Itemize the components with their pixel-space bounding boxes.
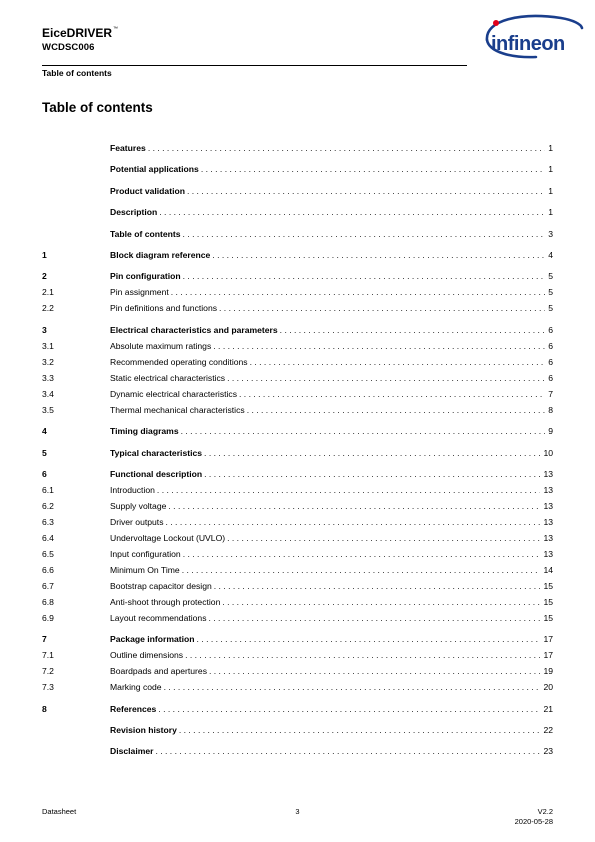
- toc-entry-title[interactable]: Supply voltage: [110, 500, 167, 511]
- toc-dot-leader: [166, 514, 541, 530]
- toc-entry-line: [110, 679, 553, 695]
- toc-entry-page[interactable]: 14: [543, 564, 553, 575]
- toc-entry-page[interactable]: 22: [543, 725, 553, 736]
- toc-entry-line: [110, 546, 553, 562]
- toc-entry[interactable]: [42, 647, 553, 663]
- toc-entry-number: 6.7: [42, 580, 54, 591]
- toc-entry[interactable]: [42, 300, 553, 316]
- toc-entry-line: [110, 514, 553, 530]
- toc-entry-page[interactable]: 5: [548, 287, 553, 298]
- toc-entry[interactable]: [42, 466, 553, 482]
- toc-entry-number: 7.2: [42, 666, 54, 677]
- toc-dot-leader: [185, 647, 540, 663]
- part-number: WCDSC006: [42, 42, 95, 53]
- toc-entry-page[interactable]: 13: [543, 500, 553, 511]
- toc-entry-title[interactable]: Static electrical characteristics: [110, 372, 226, 383]
- toc-entry-line: [110, 594, 553, 610]
- toc-dot-leader: [201, 161, 545, 177]
- toc-entry-title[interactable]: Dynamic electrical characteristics: [110, 388, 238, 399]
- toc-entry-page[interactable]: 17: [543, 650, 553, 661]
- toc-entry-line: [110, 701, 553, 717]
- toc-entry-number: 2.1: [42, 287, 54, 298]
- toc-entry-title[interactable]: Bootstrap capacitor design: [110, 580, 212, 591]
- toc-dot-leader: [213, 338, 545, 354]
- toc-entry-title[interactable]: Typical characteristics: [110, 447, 203, 458]
- toc-entry-line: [110, 204, 553, 220]
- toc-entry-page[interactable]: 1: [548, 207, 553, 218]
- toc-entry-line: [110, 578, 553, 594]
- toc-entry-page[interactable]: 5: [548, 303, 553, 314]
- toc-dot-leader: [158, 701, 540, 717]
- toc-entry[interactable]: [42, 498, 553, 514]
- toc-entry-number: 2: [42, 271, 47, 282]
- toc-entry-number: 3.3: [42, 372, 54, 383]
- toc-entry[interactable]: [42, 322, 553, 338]
- toc-entry[interactable]: [42, 402, 553, 418]
- toc-entry-title[interactable]: Potential applications: [110, 164, 199, 175]
- toc-entry-number: 8: [42, 703, 47, 714]
- toc-entry-line: [110, 743, 553, 759]
- toc-entry-page[interactable]: 17: [543, 634, 553, 645]
- toc-entry-page[interactable]: 9: [548, 426, 553, 437]
- toc-entry[interactable]: [42, 701, 553, 717]
- toc-entry-number: 6.1: [42, 484, 54, 495]
- toc-entry-title[interactable]: Electrical characteristics and parameters: [110, 324, 278, 335]
- toc-entry-title[interactable]: Absolute maximum ratings: [110, 340, 212, 351]
- toc-dot-leader: [227, 530, 540, 546]
- toc-dot-leader: [179, 722, 541, 738]
- toc-entry[interactable]: [42, 663, 553, 679]
- toc-dot-leader: [182, 562, 541, 578]
- toc-entry[interactable]: [42, 562, 553, 578]
- toc-entry-line: [110, 562, 553, 578]
- toc-dot-leader: [148, 140, 545, 156]
- toc-entry-number: 2.2: [42, 303, 54, 314]
- toc-entry-line: [110, 647, 553, 663]
- toc-entry-line: [110, 722, 553, 738]
- toc-entry-line: [110, 354, 553, 370]
- toc-entry-title[interactable]: Pin definitions and functions: [110, 303, 218, 314]
- toc-entry[interactable]: [42, 386, 553, 402]
- toc-entry-page[interactable]: 1: [548, 185, 553, 196]
- toc-entry-title[interactable]: Undervoltage Lockout (UVLO): [110, 532, 226, 543]
- footer-date: 2020-05-28: [514, 817, 553, 826]
- toc-entry-title[interactable]: Marking code: [110, 682, 162, 693]
- toc-entry-number: 6: [42, 468, 47, 479]
- toc-entry-line: [110, 247, 553, 263]
- toc-entry-title[interactable]: Features: [110, 143, 146, 153]
- toc-dot-leader: [155, 743, 540, 759]
- toc-entry-page[interactable]: 13: [543, 468, 553, 479]
- toc-entry[interactable]: [42, 204, 553, 220]
- toc-dot-leader: [214, 578, 541, 594]
- toc-entry-title[interactable]: Driver outputs: [110, 516, 164, 527]
- toc-entry-number: 7: [42, 634, 47, 645]
- toc-entry-line: [110, 631, 553, 647]
- toc-entry-line: [110, 284, 553, 300]
- toc-dot-leader: [219, 300, 545, 316]
- toc-entry-line: [110, 466, 553, 482]
- toc-entry-number: 3: [42, 324, 47, 335]
- toc-entry[interactable]: [42, 514, 553, 530]
- toc-entry-page[interactable]: 6: [548, 324, 553, 335]
- toc-entry-line: [110, 445, 553, 461]
- toc-entry-number: 6.3: [42, 516, 54, 527]
- toc-entry-title[interactable]: Table of contents: [110, 228, 181, 239]
- toc-entry-title[interactable]: Minimum On Time: [110, 564, 180, 575]
- toc-entry-title[interactable]: Timing diagrams: [110, 426, 179, 437]
- toc-entry[interactable]: [42, 140, 553, 156]
- toc-entry[interactable]: [42, 183, 553, 199]
- header-product-block: [42, 22, 118, 53]
- toc-entry-line: [110, 300, 553, 316]
- toc-entry-line: [110, 482, 553, 498]
- header-rule: [42, 65, 467, 66]
- toc-dot-leader: [187, 183, 545, 199]
- toc-entry[interactable]: [42, 530, 553, 546]
- product-name: [42, 22, 118, 40]
- toc-entry[interactable]: [42, 482, 553, 498]
- toc-dot-leader: [157, 482, 541, 498]
- toc-dot-leader: [247, 402, 546, 418]
- toc-entry[interactable]: [42, 161, 553, 177]
- footer-doc-type: Datasheet: [42, 807, 77, 816]
- toc-entry[interactable]: [42, 445, 553, 461]
- trademark-symbol: ™: [113, 26, 119, 32]
- toc-entry-line: [110, 386, 553, 402]
- toc-entry-title[interactable]: Anti-shoot through protection: [110, 596, 221, 607]
- toc-entry-page[interactable]: 3: [548, 228, 553, 239]
- toc-entry-page[interactable]: 23: [543, 746, 553, 757]
- footer-version: V2.2: [537, 807, 553, 816]
- toc-entry-page[interactable]: 20: [543, 682, 553, 693]
- toc-entry-line: [110, 530, 553, 546]
- toc-entry-number: 6.8: [42, 596, 54, 607]
- toc-entry-line: [110, 610, 553, 626]
- toc-entry-title[interactable]: Revision history: [110, 725, 177, 736]
- toc-entry[interactable]: [42, 594, 553, 610]
- toc-entry-title[interactable]: Boardpads and apertures: [110, 666, 207, 677]
- toc-entry-line: [110, 498, 553, 514]
- toc-entry-number: 4: [42, 426, 47, 437]
- toc-entry-number: 6.4: [42, 532, 54, 543]
- toc-dot-leader: [183, 226, 546, 242]
- toc-entry-page[interactable]: 13: [543, 532, 553, 543]
- toc-dot-leader: [168, 498, 540, 514]
- toc-entry-title[interactable]: Recommended operating conditions: [110, 356, 248, 367]
- toc-entry-title[interactable]: Outline dimensions: [110, 650, 184, 661]
- toc-entry[interactable]: [42, 284, 553, 300]
- toc-entry-page[interactable]: 10: [543, 447, 553, 458]
- toc-entry-page[interactable]: 7: [548, 388, 553, 399]
- toc-entry-number: 6.2: [42, 500, 54, 511]
- toc-entry-number: 7.1: [42, 650, 54, 661]
- toc-entry[interactable]: [42, 354, 553, 370]
- toc-dot-leader: [159, 204, 545, 220]
- toc-dot-leader: [239, 386, 545, 402]
- toc-entry-title[interactable]: Thermal mechanical characteristics: [110, 404, 245, 415]
- toc-entry-line: [110, 338, 553, 354]
- toc-entry-line: [110, 402, 553, 418]
- toc-entry[interactable]: [42, 722, 553, 738]
- toc-entry-title[interactable]: Introduction: [110, 484, 155, 495]
- toc-entry-number: 3.1: [42, 340, 54, 351]
- toc-entry-page[interactable]: 21: [543, 703, 553, 714]
- toc-entry-title[interactable]: Layout recommendations: [110, 612, 207, 623]
- toc-entry[interactable]: [42, 338, 553, 354]
- toc-entry-page[interactable]: 1: [548, 143, 553, 153]
- toc-entry-line: [110, 663, 553, 679]
- toc-dot-leader: [197, 631, 541, 647]
- footer-version-block: [515, 807, 553, 827]
- toc-list: [42, 140, 553, 759]
- toc-dot-leader: [181, 423, 546, 439]
- toc-entry-title[interactable]: References: [110, 703, 157, 714]
- toc-entry-page[interactable]: 15: [543, 580, 553, 591]
- toc-entry-page[interactable]: 6: [548, 340, 553, 351]
- toc-entry-line: [110, 226, 553, 242]
- toc-entry-page[interactable]: 15: [543, 612, 553, 623]
- toc-entry[interactable]: [42, 247, 553, 263]
- toc-entry-page[interactable]: 13: [543, 548, 553, 559]
- toc-entry-line: [110, 140, 553, 156]
- toc-entry[interactable]: [42, 546, 553, 562]
- toc-entry[interactable]: [42, 578, 553, 594]
- toc-dot-leader: [209, 610, 541, 626]
- footer-page-number: 3: [295, 807, 300, 816]
- page-title: Table of contents: [42, 100, 153, 115]
- toc-entry-page[interactable]: 4: [548, 249, 553, 260]
- toc-entry[interactable]: [42, 610, 553, 626]
- toc-entry[interactable]: [42, 743, 553, 759]
- toc-entry-number: 6.9: [42, 612, 54, 623]
- running-title: Table of contents: [42, 68, 112, 78]
- toc-dot-leader: [227, 370, 545, 386]
- toc-entry-title[interactable]: Input configuration: [110, 548, 181, 559]
- toc-entry-line: [110, 322, 553, 338]
- toc-entry-page[interactable]: 13: [543, 484, 553, 495]
- toc-dot-leader: [212, 247, 545, 263]
- toc-entry-number: 3.2: [42, 356, 54, 367]
- toc-dot-leader: [183, 268, 546, 284]
- toc-dot-leader: [250, 354, 546, 370]
- toc-entry-line: [110, 268, 553, 284]
- infineon-logo: [481, 10, 585, 62]
- toc-entry-title[interactable]: Pin configuration: [110, 271, 181, 282]
- toc-entry-number: 6.5: [42, 548, 54, 559]
- toc-entry-page[interactable]: 1: [548, 164, 553, 175]
- toc-entry-page[interactable]: 15: [543, 596, 553, 607]
- toc-entry-line: [110, 161, 553, 177]
- toc-entry-title[interactable]: Disclaimer: [110, 746, 154, 757]
- toc-entry[interactable]: [42, 370, 553, 386]
- toc-entry-title[interactable]: Package information: [110, 634, 195, 645]
- toc-entry-line: [110, 423, 553, 439]
- toc-entry-number: 3.4: [42, 388, 54, 399]
- toc-entry-number: 1: [42, 249, 47, 260]
- toc-dot-leader: [204, 466, 540, 482]
- toc-dot-leader: [164, 679, 541, 695]
- toc-entry-number: 5: [42, 447, 47, 458]
- toc-entry-page[interactable]: 13: [543, 516, 553, 527]
- toc-dot-leader: [209, 663, 540, 679]
- toc-entry-page[interactable]: 6: [548, 356, 553, 367]
- toc-entry-page[interactable]: 6: [548, 372, 553, 383]
- toc-entry-title[interactable]: Description: [110, 207, 158, 218]
- toc-entry-number: 3.5: [42, 404, 54, 415]
- svg-text:infineon: infineon: [491, 33, 565, 55]
- toc-entry[interactable]: [42, 631, 553, 647]
- toc-entry-page[interactable]: 19: [543, 666, 553, 677]
- product-name-text: EiceDRIVER: [42, 26, 113, 40]
- toc-dot-leader: [171, 284, 545, 300]
- toc-entry[interactable]: [42, 679, 553, 695]
- toc-entry-title[interactable]: Block diagram reference: [110, 249, 211, 260]
- toc-dot-leader: [222, 594, 540, 610]
- toc-entry-title[interactable]: Pin assignment: [110, 287, 169, 298]
- toc-entry-line: [110, 183, 553, 199]
- toc-entry-title[interactable]: Product validation: [110, 185, 185, 196]
- toc-entry-page[interactable]: 8: [548, 404, 553, 415]
- toc-entry[interactable]: [42, 226, 553, 242]
- toc-entry-number: 6.6: [42, 564, 54, 575]
- toc-entry-number: 7.3: [42, 682, 54, 693]
- toc-dot-leader: [204, 445, 540, 461]
- toc-dot-leader: [280, 322, 546, 338]
- toc-entry[interactable]: [42, 423, 553, 439]
- toc-entry-title[interactable]: Functional description: [110, 468, 203, 479]
- toc-entry-page[interactable]: 5: [548, 271, 553, 282]
- toc-entry-line: [110, 370, 553, 386]
- toc-entry[interactable]: [42, 268, 553, 284]
- toc-dot-leader: [183, 546, 541, 562]
